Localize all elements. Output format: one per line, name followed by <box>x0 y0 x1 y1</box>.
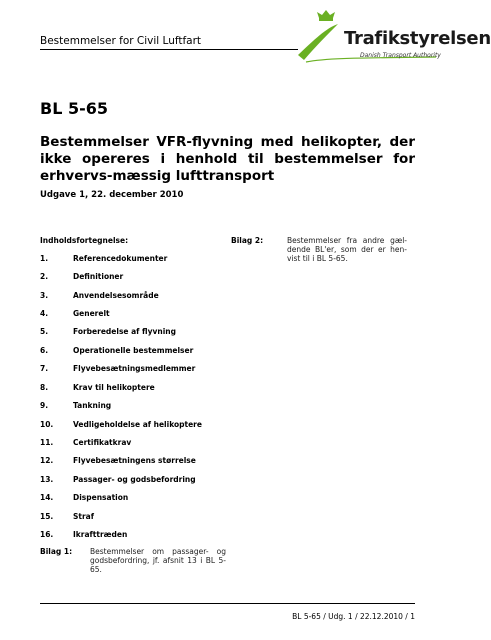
footer-divider <box>40 603 415 604</box>
document-id: BL 5-65 <box>40 99 108 118</box>
footer-page-info: BL 5-65 / Udg. 1 / 22.12.2010 / 1 <box>292 612 415 621</box>
edition-line: Udgave 1, 22. december 2010 <box>40 190 184 200</box>
bilag1-description[interactable]: Bestemmelser om passager- og godsbefordring, jf. afsnit 13 i BL 5-65. <box>90 547 226 574</box>
document-title: Bestemmelser VFR-flyvning med helikopter, der ikke opereres i henhold til bestemmelser for erhvervs-mæssig lufttransport <box>40 134 415 184</box>
header-title: Bestemmelser for Civil Luftfart <box>40 35 202 47</box>
logo-wordmark: Trafikstyrelsen <box>344 28 491 49</box>
crown-icon <box>317 10 335 21</box>
bilag2-label: Bilag 2: <box>231 236 264 245</box>
toc-heading: Indholdsfortegnelse: <box>40 236 129 245</box>
bilag1-label: Bilag 1: <box>40 547 73 556</box>
logo-tagline: Danish Transport Authority <box>360 52 441 59</box>
logo-swoosh <box>298 24 338 60</box>
header-divider <box>40 49 298 50</box>
bilag2-description[interactable]: Bestemmelser fra andre gæl-dende BL'er, som der er hen-vist til i BL 5-65. <box>287 236 407 263</box>
